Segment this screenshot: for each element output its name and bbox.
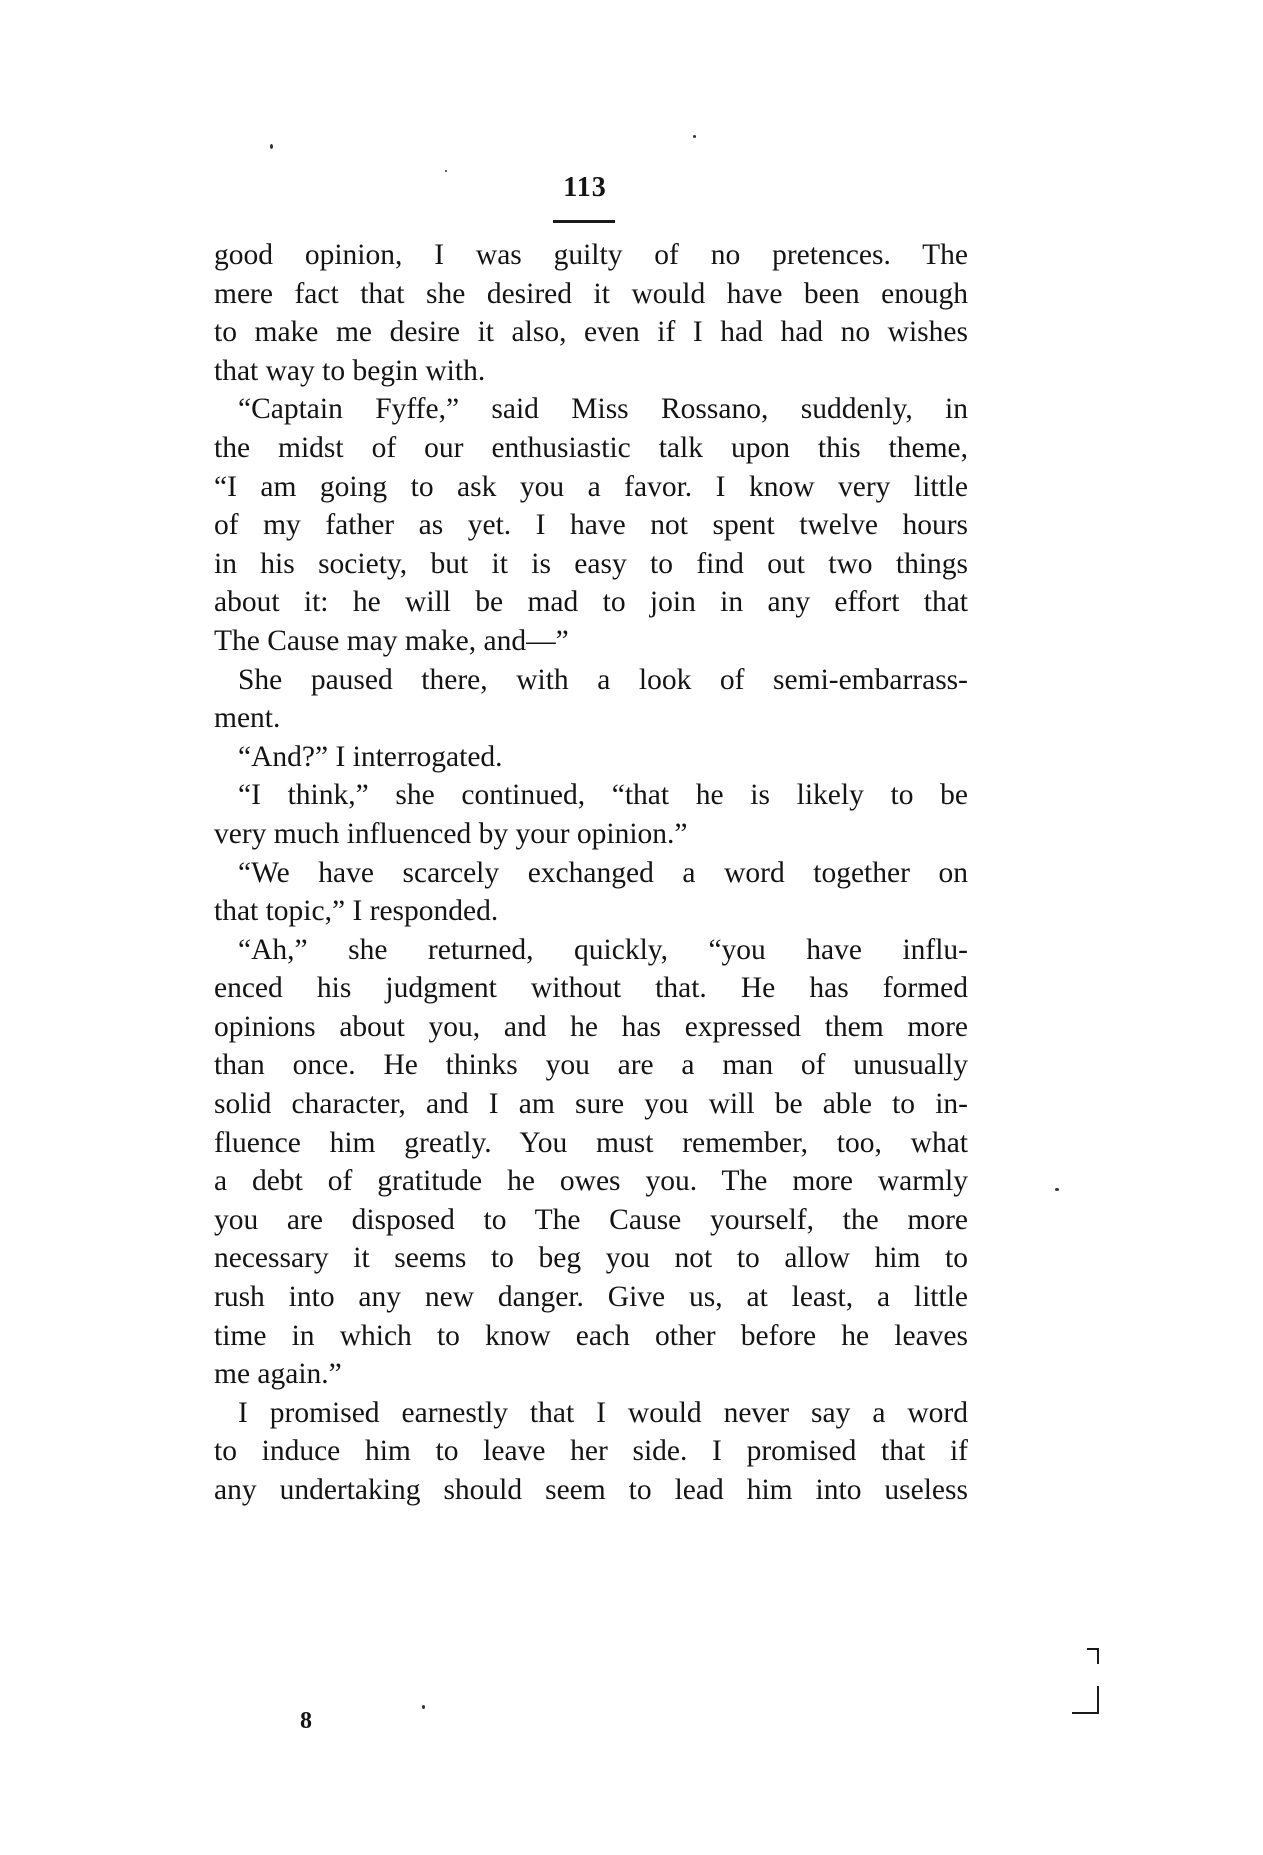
text-line: you are disposed to The Cause yourself, the more bbox=[214, 1203, 968, 1236]
text-line: me again.” bbox=[214, 1358, 342, 1391]
text-line: any undertaking should seem to lead him into useless bbox=[214, 1474, 968, 1506]
text-line: the midst of our enthusiastic talk upon this theme, bbox=[214, 431, 968, 464]
text-line: about it: he will be mad to join in any effort that bbox=[214, 586, 968, 619]
text-line: necessary it seems to beg you not to allow him to bbox=[214, 1242, 968, 1275]
text-line: rush into any new danger. Give us, at least, a little bbox=[214, 1281, 968, 1314]
text-line: opinions about you, and he has expressed them more bbox=[214, 1010, 968, 1043]
text-line: than once. He thinks you are a man of unusually bbox=[214, 1049, 968, 1082]
ink-speck bbox=[1055, 1188, 1059, 1191]
page-number: 113 bbox=[563, 172, 607, 203]
text-line: a debt of gratitude he owes you. The more warmly bbox=[214, 1165, 968, 1198]
ink-speck bbox=[270, 144, 273, 149]
text-line: to make me desire it also, even if I had had no wishes bbox=[214, 316, 968, 349]
text-line: mere fact that she desired it would have been enough bbox=[214, 277, 968, 310]
text-line: that topic,” I responded. bbox=[214, 895, 499, 928]
text-line: ment. bbox=[214, 702, 281, 735]
signature-mark: 8 bbox=[300, 1708, 312, 1734]
text-line: very much influenced by your opinion.” bbox=[214, 817, 688, 850]
page-number-rule bbox=[553, 220, 615, 223]
text-line: time in which to know each other before he leaves bbox=[214, 1319, 968, 1352]
text-line: in his society, but it is easy to find out two things bbox=[214, 547, 968, 580]
text-line: “And?” I interrogated. bbox=[238, 740, 503, 773]
text-line: “I am going to ask you a favor. I know very little bbox=[214, 470, 968, 503]
text-line: “Captain Fyffe,” said Miss Rossano, suddenly, in bbox=[238, 393, 968, 426]
text-line: that way to begin with. bbox=[214, 354, 486, 387]
text-line: enced his judgment without that. He has formed bbox=[214, 972, 968, 1005]
text-line: She paused there, with a look of semi-embarrass- bbox=[238, 663, 968, 696]
text-line: “We have scarcely exchanged a word together on bbox=[238, 856, 968, 889]
body-text bbox=[214, 236, 968, 1510]
text-line: fluence him greatly. You must remember, too, what bbox=[214, 1126, 968, 1159]
ink-speck bbox=[445, 170, 447, 172]
crop-mark-bottom bbox=[1072, 1686, 1099, 1714]
text-line: The Cause may make, and—” bbox=[214, 624, 569, 657]
text-line: to induce him to leave her side. I promised that if bbox=[214, 1435, 968, 1468]
text-line: “Ah,” she returned, quickly, “you have influ- bbox=[238, 933, 968, 966]
crop-mark-top bbox=[1087, 1648, 1099, 1664]
text-line: “I think,” she continued, “that he is likely to be bbox=[238, 779, 968, 812]
text-line: of my father as yet. I have not spent twelve hours bbox=[214, 509, 968, 542]
ink-speck bbox=[422, 1705, 425, 1709]
text-line: I promised earnestly that I would never say a word bbox=[238, 1396, 968, 1429]
ink-speck bbox=[693, 135, 696, 138]
text-line: solid character, and I am sure you will be able to in- bbox=[214, 1088, 968, 1121]
text-line: good opinion, I was guilty of no pretences. The bbox=[214, 239, 968, 271]
